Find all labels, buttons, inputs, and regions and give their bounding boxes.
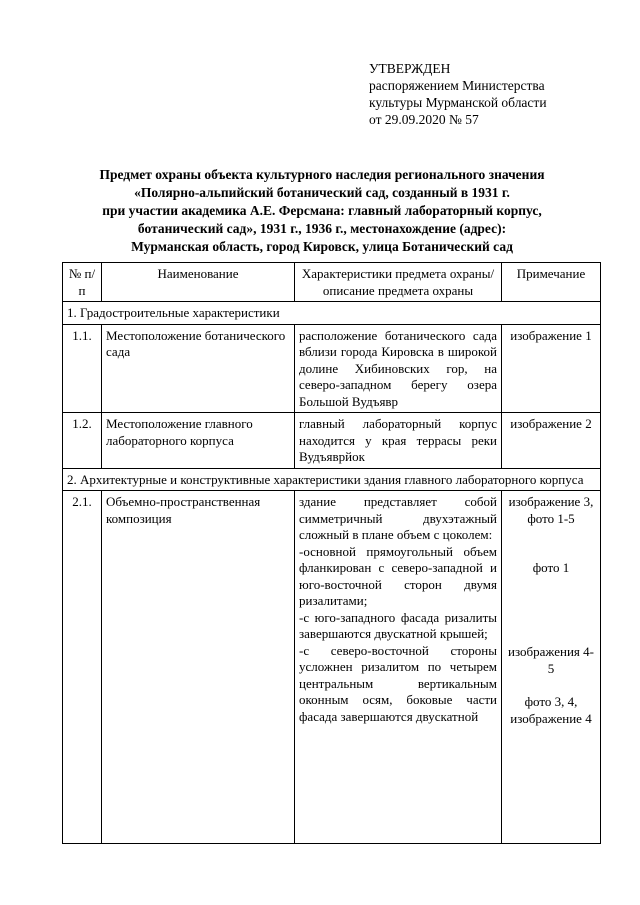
title-line: ботанический сад», 1931 г., 1936 г., местонахождение (адрес): [137,221,507,236]
note-entry: фото 1 [532,560,570,575]
row-name: Местоположение главного лабораторного корпуса [102,413,295,469]
table-row [63,413,601,469]
table-row [63,324,601,413]
header-characteristics: Характеристики предмета охраны/ описание предмета охраны [295,263,502,302]
protection-subject-table [62,262,601,844]
row-note [502,491,601,844]
note-entry: фото 3, 4, изображение 4 [510,694,592,726]
row-description: главный лабораторный корпус находится у края террасы реки Вудъяврйок [295,413,502,469]
header-num: № п/п [63,263,102,302]
table-row [63,491,601,844]
note-entry: изображение 3, фото 1-5 [508,494,594,526]
header-note: Примечание [502,263,601,302]
document-title [62,166,582,256]
header-name: Наименование [102,263,295,302]
note-entry: изображения 4-5 [508,644,594,676]
approval-heading: УТВЕРЖДЕН [369,61,451,76]
approval-line: культуры Мурманской области [369,95,547,110]
approval-stamp [369,60,619,128]
description-paragraph: -основной прямоугольный объем фланкирован с северо-западной и юго-восточной сторон двумя ризалитами; [299,543,497,608]
approval-date: от 29.09.2020 № 57 [369,112,479,127]
title-line: «Полярно-альпийский ботанический сад, созданный в 1931 г. [134,185,510,200]
row-name: Местоположение ботанического сада [102,324,295,413]
description-paragraph: -с юго-западного фасада ризалиты завершаются двускатной крышей; [299,609,497,641]
section-row [63,468,601,491]
description-paragraph: здание представляет собой симметричный двухэтажный сложный в плане объем с цоколем: [299,494,497,542]
section-title: 2. Архитектурные и конструктивные характеристики здания главного лабораторного корпуса [63,468,601,491]
row-note: изображение 1 [502,324,601,413]
row-description: расположение ботанического сада вблизи города Кировска в широкой долине Хибиновских гор, на северо-западном берегу озера Большой Вудъявр [295,324,502,413]
row-description [295,491,502,844]
table-header-row [63,263,601,302]
row-num: 2.1. [63,491,102,844]
approval-line: распоряжением Министерства [369,78,545,93]
title-line: Предмет охраны объекта культурного наследия регионального значения [99,167,545,182]
row-note: изображение 2 [502,413,601,469]
section-row [63,302,601,325]
title-line: при участии академика А.Е. Ферсмана: главный лабораторный корпус, [102,203,542,218]
title-line: Мурманская область, город Кировск, улица Ботанический сад [131,239,513,254]
row-num: 1.1. [63,324,102,413]
section-title: 1. Градостроительные характеристики [63,302,601,325]
row-num: 1.2. [63,413,102,469]
row-name: Объемно-пространственная композиция [102,491,295,844]
description-paragraph: -с северо-восточной стороны усложнен ризалитом по четырем центральным вертикальным оконным осям, боковые части фасада завершаются двускатной [299,642,497,724]
